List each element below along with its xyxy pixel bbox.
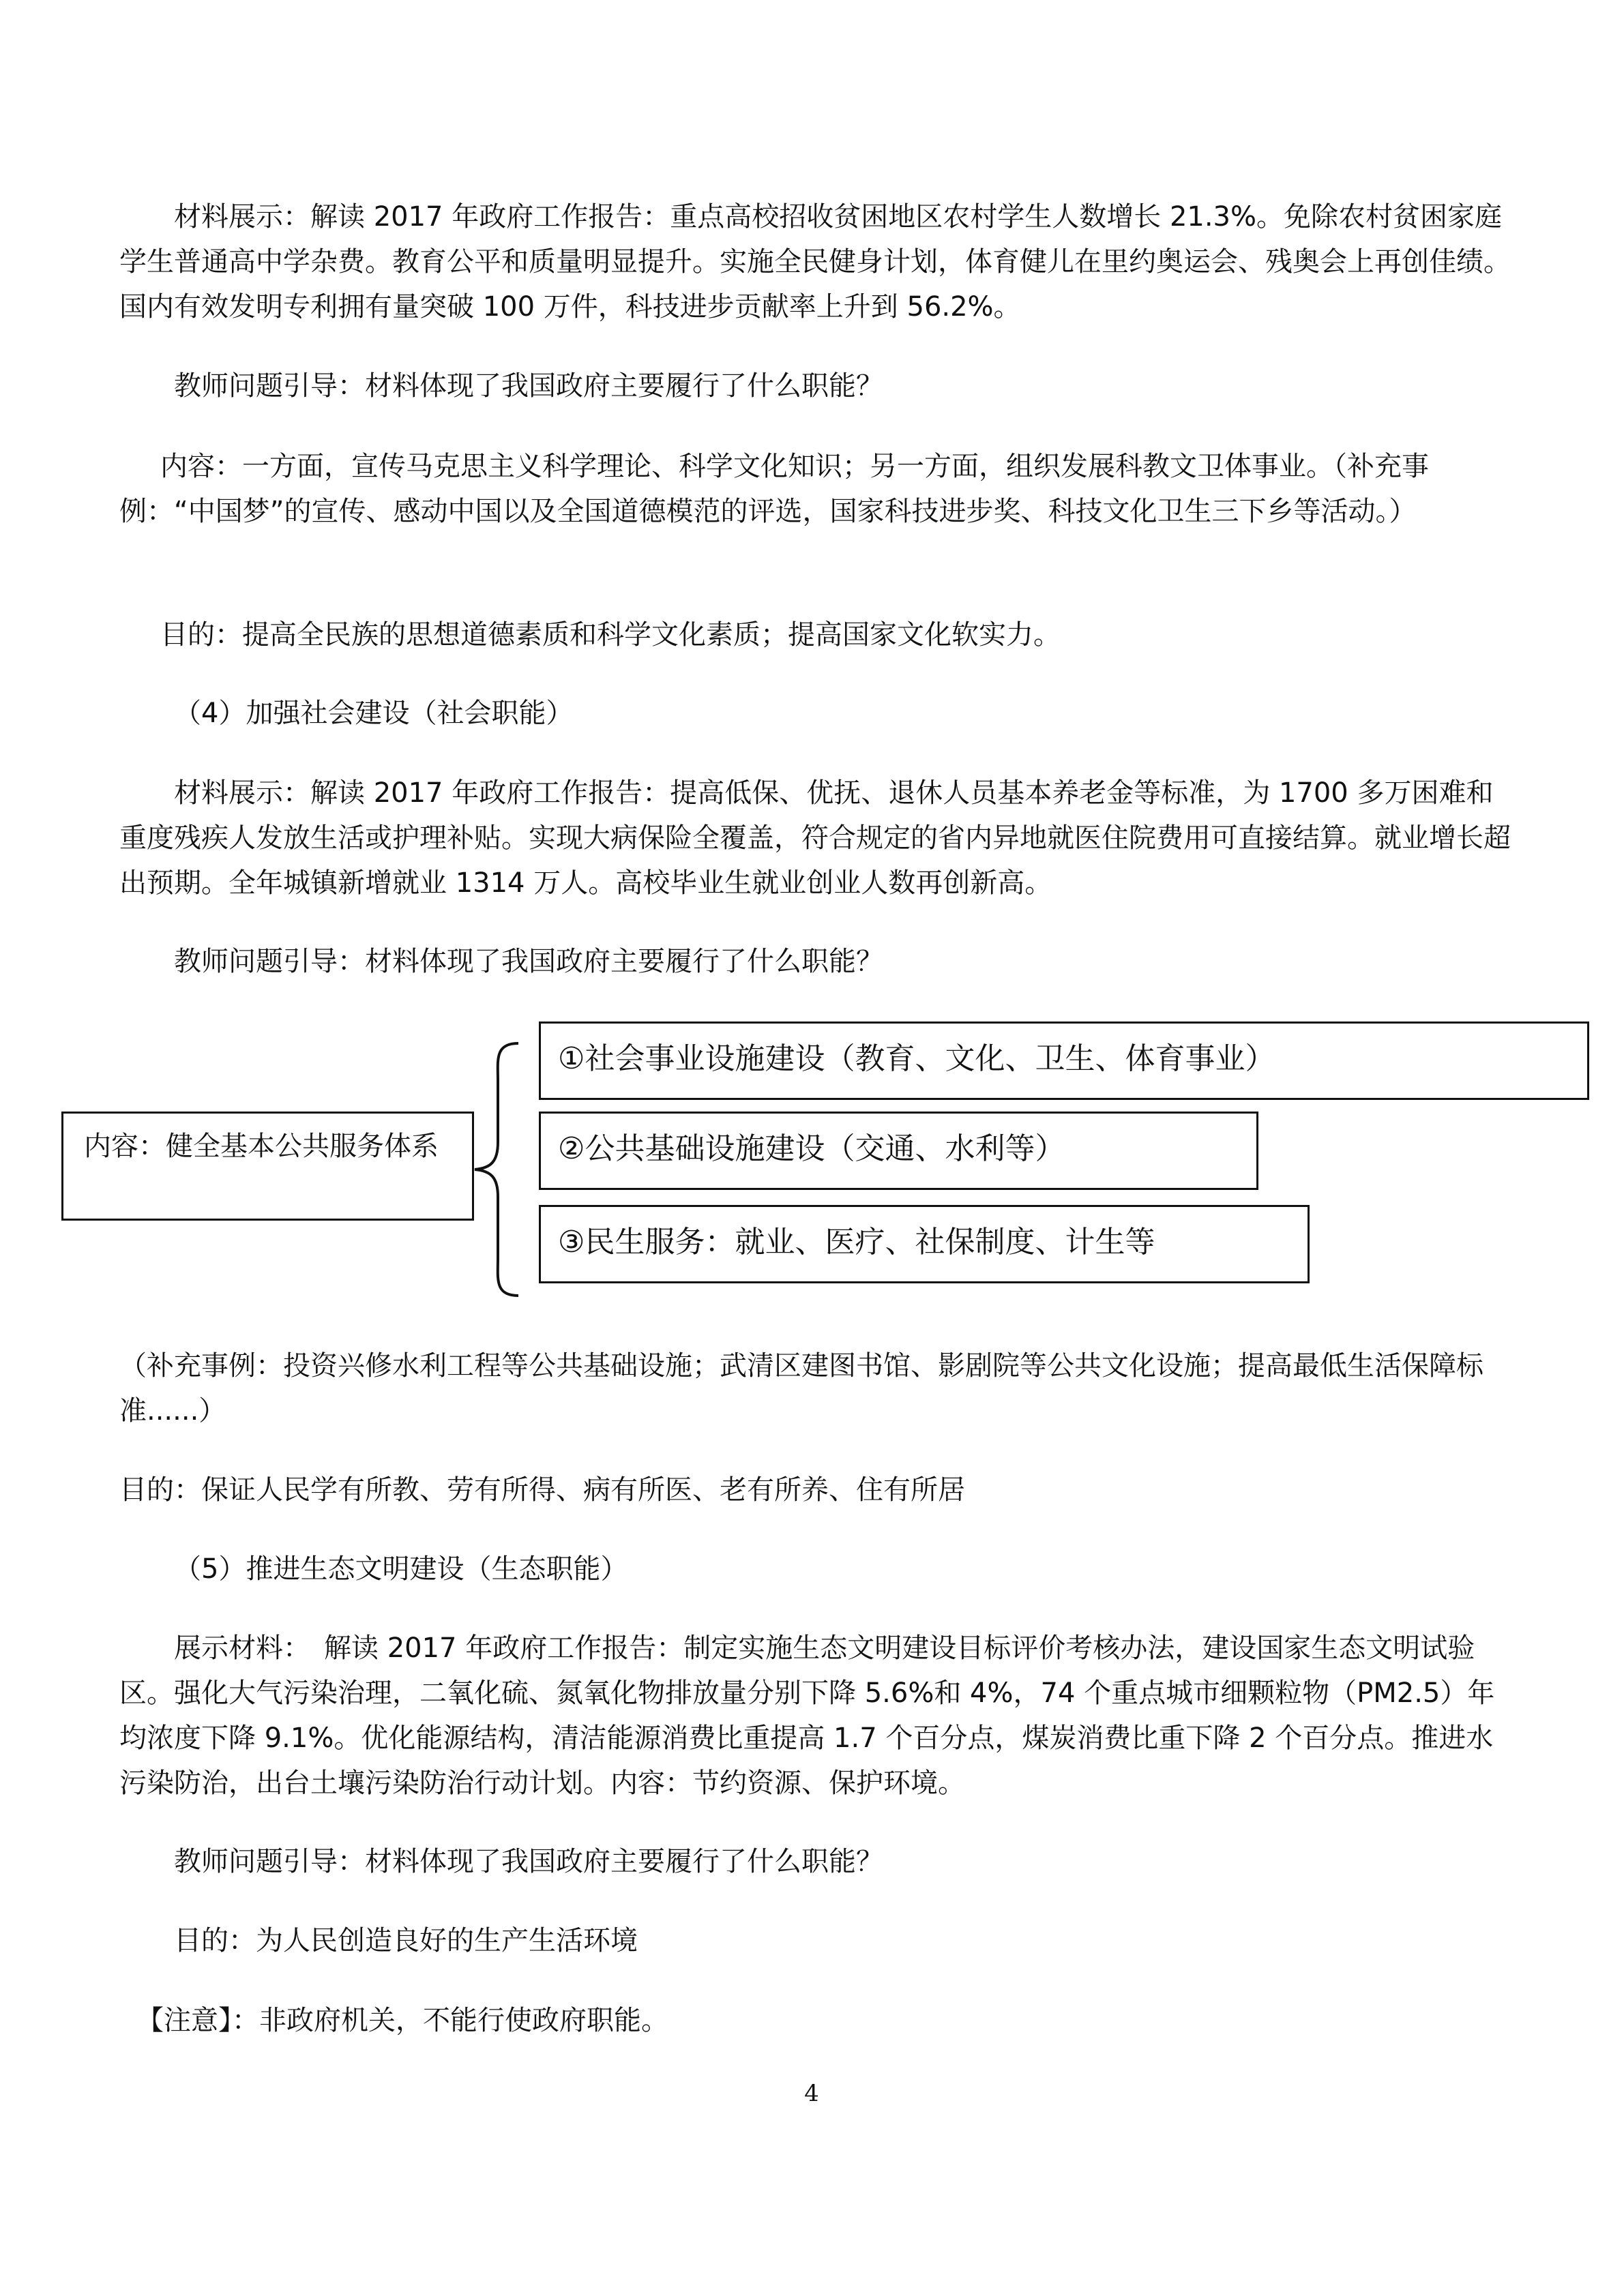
diagram-item-3 [539,1205,1310,1283]
page-number: 4 [804,2080,819,2107]
diagram-content-box [61,1112,474,1221]
diagram-item-2-text: ②公共基础设施建设（交通、水利等） [558,1131,1065,1166]
purpose-paragraph-1: 目的：提高全民族的思想道德素质和科学文化素质；提高国家文化软实力。 [160,619,1061,651]
purpose-paragraph-3: 目的：为人民创造良好的生产生活环境 [174,1925,638,1956]
supplementary-examples: （补充事例：投资兴修水利工程等公共基础设施；武清区建图书馆、影剧院等公共文化设施；提高最低生活保障标准......） [119,1350,1483,1427]
diagram-item-3-text: ③民生服务：就业、医疗、社保制度、计生等 [558,1225,1155,1259]
diagram-item-1-text: ①社会事业设施建设（教育、文化、卫生、体育事业） [558,1041,1275,1076]
note-paragraph: 【注意】：非政府机关，不能行使政府职能。 [136,2005,668,2036]
teacher-question-2: 教师问题引导：材料体现了我国政府主要履行了什么职能？ [174,946,883,977]
material-paragraph-1: 材料展示：解读 2017 年政府工作报告：重点高校招收贫困地区农村学生人数增长 21.3%。免除农村贫困家庭学生普通高中学杂费。教育公平和质量明显提升。实施全民健身计划，体育健儿在里约奥运会、残奥会上再创佳绩。国内有效发明专利拥有量突破 100 万件，科技进步贡献率上升到 56.2%。 [119,201,1511,323]
teacher-question-3: 教师问题引导：材料体现了我国政府主要履行了什么职能？ [174,1846,883,1877]
content-paragraph-1: 内容：一方面，宣传马克思主义科学理论、科学文化知识；另一方面，组织发展科教文卫体事业。（补充事例：“中国梦”的宣传、感动中国以及全国道德模范的评选，国家科技进步奖、科技文化卫生三下乡等活动。） [119,451,1429,527]
material-paragraph-3: 展示材料： 解读 2017 年政府工作报告：制定实施生态文明建设目标评价考核办法，建设国家生态文明试验区。强化大气污染治理，二氧化硫、氮氧化物排放量分别下降 5.6%和 4%，74 个重点城市细颗粒物（PM2.5）年均浓度下降 9.1%。优化能源结构，清洁能源消费比重提高 1.7 个百分点，煤炭消费比重下降 2 个百分点。推进水污染防治，出台土壤污染防治行动计划。内容：节约资源、保护环境。 [119,1632,1495,1799]
section-heading-5: （5）推进生态文明建设（生态职能） [174,1553,628,1585]
material-paragraph-2: 材料展示：解读 2017 年政府工作报告：提高低保、优抚、退休人员基本养老金等标准，为 1700 多万困难和重度残疾人发放生活或护理补贴。实现大病保险全覆盖，符合规定的省内异地就医住院费用可直接结算。就业增长超出预期。全年城镇新增就业 1314 万人。高校毕业生就业创业人数再创新高。 [119,777,1511,899]
teacher-question-1: 教师问题引导：材料体现了我国政府主要履行了什么职能？ [174,370,883,402]
section-heading-4: （4）加强社会建设（社会职能） [174,698,574,729]
diagram-item-1 [539,1022,1589,1100]
diagram-item-2 [539,1112,1258,1190]
purpose-paragraph-2: 目的：保证人民学有所教、劳有所得、病有所医、老有所养、住有所居 [119,1474,965,1506]
curly-brace-icon [471,1040,525,1299]
diagram-content-text: 内容：健全基本公共服务体系 [84,1131,439,1162]
